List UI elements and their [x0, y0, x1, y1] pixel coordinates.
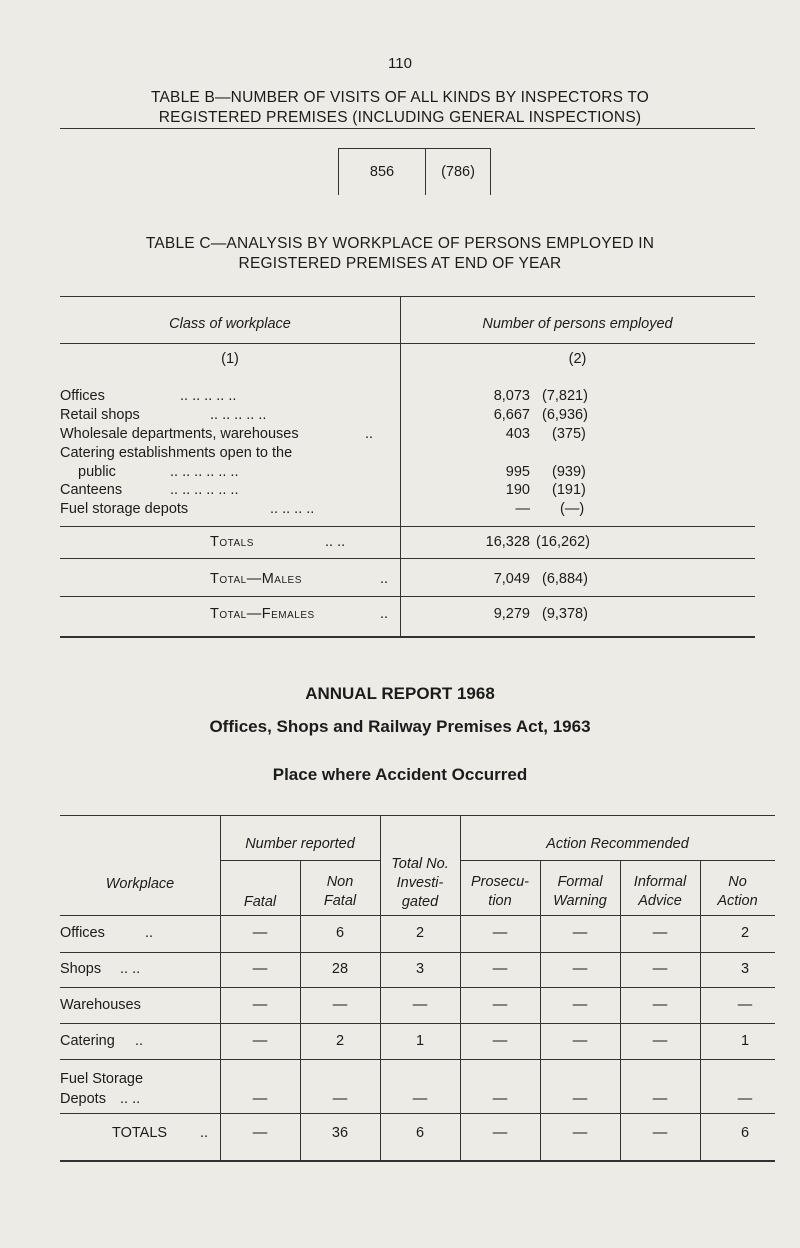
accident-row-total: 1 [415, 1033, 425, 1049]
table-c-col1-header: Class of workplace [169, 316, 291, 332]
accident-row-informal: — [652, 925, 668, 941]
accident-row-label: Warehouses [60, 997, 141, 1013]
accident-row-dots: .. [135, 1033, 144, 1049]
accident-row-no-action: — [737, 997, 753, 1013]
accident-row-prosecution: — [492, 997, 508, 1013]
table-c-rule-top [60, 296, 755, 297]
table-c-row-prev: (6,936) [542, 407, 588, 423]
table-c-rule-body [60, 526, 755, 527]
accident-row-informal: — [652, 1091, 668, 1107]
table-c-title-line2: REGISTERED PREMISES AT END OF YEAR [238, 255, 562, 272]
table-b-previous: (786) [441, 164, 475, 180]
accident-table-rule-top [60, 815, 775, 816]
non-fatal-header [300, 873, 380, 911]
table-c-rule-header [60, 343, 755, 344]
accident-row-rule [60, 952, 775, 953]
prosecution-header [460, 873, 540, 911]
fatal-header: Fatal [243, 894, 277, 910]
table-c-row-value: — [515, 501, 530, 517]
table-c-row-dots: .. .. .. .. .. .. [170, 482, 239, 498]
accident-row-label: Catering [60, 1033, 115, 1049]
accident-totals-informal: — [652, 1125, 668, 1141]
table-c-females-label: Total—Females [210, 606, 315, 622]
table-c-males-prev: (6,884) [542, 571, 588, 587]
prosecution-header-line2: tion [488, 893, 512, 909]
table-c-rule-totals [60, 558, 755, 559]
accident-totals-label: TOTALS [112, 1125, 168, 1141]
total-header-line3: gated [401, 894, 439, 910]
table-c-col2-header: Number of persons employed [482, 316, 673, 332]
accident-row-no-action: 2 [740, 925, 750, 941]
accident-row-label: Depots [60, 1091, 106, 1107]
table-c-row-dots: .. .. .. .. .. [180, 388, 237, 404]
table-c-males-label: Total—Males [210, 571, 302, 587]
informal-header-line2: Advice [638, 893, 682, 909]
accident-row-informal: — [652, 1033, 668, 1049]
table-c-row-dots: .. .. .. .. [270, 501, 315, 517]
table-c-females-prev: (9,378) [542, 606, 588, 622]
accident-row-informal: — [652, 961, 668, 977]
accident-totals-fatal: — [252, 1125, 268, 1141]
annual-report-subsubtitle: Place where Accident Occurred [272, 765, 528, 784]
table-c-title [40, 234, 760, 274]
informal-header-line1: Informal [633, 874, 687, 890]
table-b-title-line2: REGISTERED PREMISES (INCLUDING GENERAL INSPECTIONS) [158, 109, 642, 126]
table-c-row-prev: (7,821) [542, 388, 588, 404]
action-recommended-rule [460, 860, 775, 861]
no-action-header [700, 873, 775, 911]
accident-row-fatal: — [252, 925, 268, 941]
accident-row-prosecution: — [492, 1091, 508, 1107]
table-c-row-value: 190 [505, 482, 530, 498]
accident-totals-dots: .. [200, 1125, 209, 1141]
table-c-row-dots: .. .. .. .. .. [210, 407, 267, 423]
accident-row-non-fatal: — [332, 1091, 348, 1107]
annual-report-title: ANNUAL REPORT 1968 [305, 684, 495, 703]
accident-table-rule-header [60, 915, 775, 916]
prosecution-header-line1: Prosecu- [470, 874, 530, 890]
accident-totals-total: 6 [415, 1125, 425, 1141]
accident-row-no-action: — [737, 1091, 753, 1107]
workplace-header: Workplace [105, 876, 175, 892]
table-c-rule-males [60, 596, 755, 597]
accident-row-dots: .. [145, 925, 154, 941]
accident-row-no-action: 3 [740, 961, 750, 977]
accident-row-non-fatal: 6 [335, 925, 345, 941]
accident-row-label-line1: Fuel Storage [60, 1071, 144, 1087]
table-c-row-dots: .. .. .. .. .. .. [170, 464, 239, 480]
table-c-totals-prev: (16,262) [536, 534, 591, 550]
number-reported-rule [220, 860, 380, 861]
accident-row-prosecution: — [492, 925, 508, 941]
accident-table-col-divider [460, 815, 461, 1161]
accident-row-non-fatal: 28 [331, 961, 349, 977]
page-number: 110 [388, 55, 412, 72]
accident-row-informal: — [652, 997, 668, 1013]
accident-row-formal: — [572, 1091, 588, 1107]
table-b-current: 856 [339, 149, 426, 195]
accident-row-no-action: 1 [740, 1033, 750, 1049]
accident-row-formal: — [572, 1033, 588, 1049]
table-b-title [40, 88, 760, 128]
accident-row-formal: — [572, 997, 588, 1013]
accident-totals-prosecution: — [492, 1125, 508, 1141]
table-c-row-label: Retail shops [60, 407, 140, 423]
accident-row-total: 3 [415, 961, 425, 977]
accident-table-col-divider [220, 815, 221, 1161]
table-c-row-label: Offices [60, 388, 105, 404]
table-c-row-value: 8,073 [493, 388, 530, 404]
accident-totals-formal: — [572, 1125, 588, 1141]
number-reported-header: Number reported [245, 836, 355, 852]
table-c-row-label: Canteens [60, 482, 123, 498]
table-c-males-dots: .. [380, 571, 389, 587]
table-c-females-dots: .. [380, 606, 389, 622]
table-c-col1-num: (1) [221, 351, 239, 367]
informal-advice-header [620, 873, 700, 911]
table-c-totals-dots: .. .. [325, 534, 346, 550]
non-fatal-header-line2: Fatal [323, 893, 357, 909]
table-c-row-value: 403 [505, 426, 530, 442]
table-c-totals-value: 16,328 [485, 534, 530, 550]
accident-row-total: — [412, 997, 428, 1013]
accident-row-total: — [412, 1091, 428, 1107]
accident-totals-no-action: 6 [740, 1125, 750, 1141]
total-investigated-header [380, 855, 460, 912]
table-c-row-prev: (191) [552, 482, 586, 498]
table-c-females-value: 9,279 [493, 606, 530, 622]
table-c-row-label: Fuel storage depots [60, 501, 189, 517]
no-action-header-line2: Action [717, 893, 758, 909]
table-c-males-value: 7,049 [493, 571, 530, 587]
table-c-row-value: 6,667 [493, 407, 530, 423]
accident-row-formal: — [572, 961, 588, 977]
accident-row-total: 2 [415, 925, 425, 941]
table-b-box [338, 148, 491, 195]
table-c-row-prev: (375) [552, 426, 586, 442]
accident-row-fatal: — [252, 997, 268, 1013]
table-c-row-label: Catering establishments open to the [60, 445, 293, 461]
accident-row-label: Offices [60, 925, 105, 941]
accident-row-prosecution: — [492, 961, 508, 977]
accident-row-fatal: — [252, 1033, 268, 1049]
accident-row-non-fatal: 2 [335, 1033, 345, 1049]
accident-row-non-fatal: — [332, 997, 348, 1013]
table-b-top-rule [60, 128, 755, 129]
accident-totals-non-fatal: 36 [331, 1125, 349, 1141]
formal-warning-header [540, 873, 620, 911]
accident-row-rule [60, 1113, 775, 1114]
accident-row-formal: — [572, 925, 588, 941]
accident-row-dots: .. .. [120, 1091, 141, 1107]
table-c-row-prev: (939) [552, 464, 586, 480]
non-fatal-header-line1: Non [326, 874, 354, 890]
table-c-rule-bottom [60, 636, 755, 638]
formal-header-line2: Warning [553, 893, 607, 909]
table-c-row-value: 995 [505, 464, 530, 480]
table-c-row-label: public [78, 464, 116, 480]
accident-row-label: Shops [60, 961, 102, 977]
accident-row-rule [60, 1023, 775, 1024]
table-c-totals-label: Totals [210, 534, 254, 550]
accident-row-prosecution: — [492, 1033, 508, 1049]
table-c-title-line1: TABLE C—ANALYSIS BY WORKPLACE OF PERSONS EMPLOYED IN [145, 235, 655, 252]
table-c-col2-num: (2) [568, 351, 587, 367]
no-action-header-line1: No [728, 874, 747, 890]
action-recommended-header: Action Recommended [546, 836, 689, 852]
formal-header-line1: Formal [557, 874, 603, 890]
accident-row-rule [60, 987, 775, 988]
accident-table-rule-bottom [60, 1160, 775, 1162]
table-c-row-prev: (—) [560, 501, 585, 517]
accident-row-dots: .. .. [120, 961, 141, 977]
accident-row-rule [60, 1059, 775, 1060]
total-header-line1: Total No. [391, 856, 449, 872]
table-c-row-label: Wholesale departments, warehouses [60, 426, 299, 442]
annual-report-subtitle: Offices, Shops and Railway Premises Act, 1963 [209, 717, 591, 736]
table-c-row-dots: .. [365, 426, 374, 442]
accident-row-fatal: — [252, 961, 268, 977]
table-b-title-line1: TABLE B—NUMBER OF VISITS OF ALL KINDS BY INSPECTORS TO [150, 89, 650, 106]
accident-row-fatal: — [252, 1091, 268, 1107]
total-header-line2: Investi- [396, 875, 444, 891]
